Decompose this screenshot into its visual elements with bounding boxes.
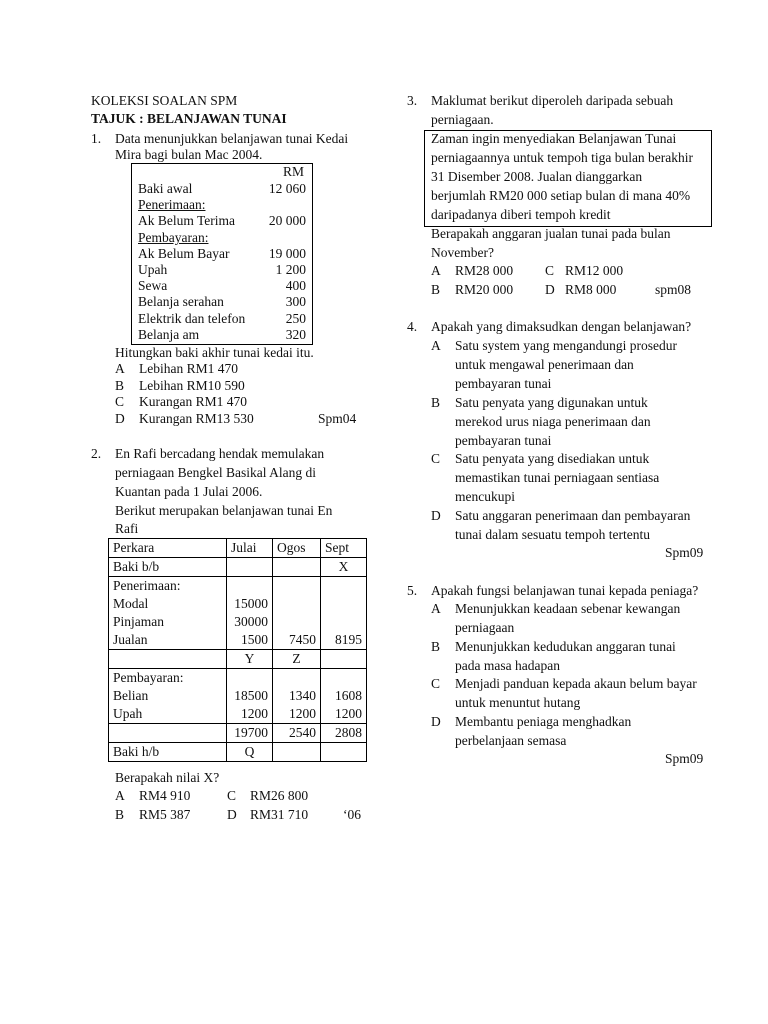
q3-box-line: daripadanya diberi tempoh kredit xyxy=(431,207,611,222)
q1-option-letter: A xyxy=(115,361,125,376)
q1-section-penerimaan: Penerimaan: xyxy=(138,197,206,212)
table-cell: Jualan xyxy=(109,631,227,650)
q4-option-line: Satu anggaran penerimaan dan pembayaran xyxy=(455,508,691,523)
table-cell: 30000 xyxy=(227,613,273,631)
q1-row-value: 19 000 xyxy=(268,246,306,261)
q5-option-line: Menjadi panduan kepada akaun belum bayar xyxy=(455,676,697,691)
q3-box-line: Zaman ingin menyediakan Belanjawan Tunai xyxy=(431,131,677,146)
table-cell: 1200 xyxy=(273,705,321,724)
q4-option-line: mencukupi xyxy=(455,489,515,504)
q4-option-letter: D xyxy=(431,508,441,523)
q2-stem-line: Rafi xyxy=(115,521,139,536)
q3-option-text: RM28 000 xyxy=(455,263,514,278)
table-cell: Z xyxy=(273,650,321,669)
table-cell xyxy=(273,595,321,613)
table-cell: Penerimaan: xyxy=(109,577,227,596)
q4-option-line: tunai dalam sesuatu tempoh tertentu xyxy=(455,527,650,542)
q2-option-text: RM26 800 xyxy=(250,788,309,803)
q5-option-letter: C xyxy=(431,676,441,691)
q5-option-line: Membantu peniaga menghadkan xyxy=(455,714,632,729)
q1-option-text: Lebihan RM10 590 xyxy=(139,378,245,393)
table-row xyxy=(109,705,367,724)
table-cell: 1200 xyxy=(227,705,273,724)
q5-option-line: untuk menuntut hutang xyxy=(455,695,581,710)
q5-option-line: perbelanjaan semasa xyxy=(455,733,567,748)
q4-option-line: merekod urus niaga penerimaan dan xyxy=(455,414,651,429)
table-cell xyxy=(321,650,367,669)
table-cell xyxy=(321,577,367,596)
table-row xyxy=(109,669,367,688)
q4-option-line: pembayaran tunai xyxy=(455,376,552,391)
q1-row-label: Upah xyxy=(138,262,168,277)
q3-option-letter: A xyxy=(431,263,441,278)
table-cell xyxy=(227,558,273,577)
q5-option-line: Menunjukkan keadaan sebenar kewangan xyxy=(455,601,681,616)
q2-option-letter: A xyxy=(115,788,125,803)
q2-option-letter: C xyxy=(227,788,237,803)
table-cell: Upah xyxy=(109,705,227,724)
q4-source: Spm09 xyxy=(665,545,704,560)
q3-option-letter: D xyxy=(545,282,555,297)
q4-option-line: pembayaran tunai xyxy=(455,433,552,448)
q5-option-letter: D xyxy=(431,714,441,729)
q1-row-label: Elektrik dan telefon xyxy=(138,311,246,326)
q1-row-value: 320 xyxy=(285,327,306,342)
table-cell: 1500 xyxy=(227,631,273,650)
q4-stem: Apakah yang dimaksudkan dengan belanjawan? xyxy=(431,319,692,334)
q4-option-letter: A xyxy=(431,338,441,353)
table-cell: Baki b/b xyxy=(109,558,227,577)
table-cell: 1200 xyxy=(321,705,367,724)
q2-stem-line: En Rafi bercadang hendak memulakan xyxy=(115,446,325,461)
q1-number: 1. xyxy=(91,131,102,146)
table-cell: Baki h/b xyxy=(109,743,227,762)
q3-box-line: perniagaannya untuk tempoh tiga bulan berakhir xyxy=(431,150,694,165)
q1-question: Hitungkan baki akhir tunai kedai itu. xyxy=(115,345,314,360)
table-row xyxy=(109,631,367,650)
table-cell: 19700 xyxy=(227,724,273,743)
q3-option-text: RM20 000 xyxy=(455,282,514,297)
table-cell xyxy=(321,595,367,613)
q2-source: ‘06 xyxy=(343,807,361,822)
header-title: KOLEKSI SOALAN SPM xyxy=(91,93,238,108)
q1-row-value: 300 xyxy=(285,294,306,309)
table-cell xyxy=(273,613,321,631)
q1-row-label: Sewa xyxy=(138,278,168,293)
q1-option-text: Lebihan RM1 470 xyxy=(139,361,238,376)
q3-question-line1: Berapakah anggaran jualan tunai pada bulan xyxy=(431,226,671,241)
q3-option-letter: B xyxy=(431,282,441,297)
table-row xyxy=(109,743,367,762)
q2-stem-line: Berikut merupakan belanjawan tunai En xyxy=(115,503,333,518)
q2-option-letter: B xyxy=(115,807,125,822)
table-header-cell: Perkara xyxy=(109,539,227,558)
q2-budget-table xyxy=(108,538,367,762)
q3-source: spm08 xyxy=(655,282,692,297)
q4-option-line: Satu system yang mengandungi prosedur xyxy=(455,338,677,353)
q3-number: 3. xyxy=(407,93,418,108)
q5-option-line: pada masa hadapan xyxy=(455,658,560,673)
table-header-row xyxy=(109,539,367,558)
table-cell: Belian xyxy=(109,687,227,705)
q4-option-line: untuk mengawal penerimaan dan xyxy=(455,357,634,372)
q1-option-letter: D xyxy=(115,411,125,426)
q1-row-value: 400 xyxy=(285,278,306,293)
q1-option-text: Kurangan RM13 530 xyxy=(139,411,254,426)
table-header-cell: Ogos xyxy=(273,539,321,558)
q1-source: Spm04 xyxy=(318,411,357,426)
q1-row-label: Ak Belum Bayar xyxy=(138,246,230,261)
table-cell: 18500 xyxy=(227,687,273,705)
q5-source: Spm09 xyxy=(665,751,704,766)
table-cell: Pembayaran: xyxy=(109,669,227,688)
table-row xyxy=(109,595,367,613)
q4-number: 4. xyxy=(407,319,418,334)
q5-stem: Apakah fungsi belanjawan tunai kepada peniaga? xyxy=(431,583,699,598)
table-cell: 1340 xyxy=(273,687,321,705)
table-cell: 2808 xyxy=(321,724,367,743)
q2-option-text: RM31 710 xyxy=(250,807,309,822)
q1-row-value: 1 200 xyxy=(275,262,306,277)
table-cell xyxy=(109,650,227,669)
q2-number: 2. xyxy=(91,446,102,461)
q5-option-line: Menunjukkan kedudukan anggaran tunai xyxy=(455,639,676,654)
table-cell: Y xyxy=(227,650,273,669)
table-cell: 15000 xyxy=(227,595,273,613)
table-cell xyxy=(273,558,321,577)
table-cell: 2540 xyxy=(273,724,321,743)
table-cell: Pinjaman xyxy=(109,613,227,631)
table-cell: Q xyxy=(227,743,273,762)
q2-stem-line: Kuantan pada 1 Julai 2006. xyxy=(115,484,263,499)
q5-number: 5. xyxy=(407,583,418,598)
table-cell xyxy=(109,724,227,743)
table-cell: 1608 xyxy=(321,687,367,705)
q1-option-letter: B xyxy=(115,378,125,393)
table-cell xyxy=(273,577,321,596)
table-row xyxy=(109,558,367,577)
table-row xyxy=(109,650,367,669)
table-cell xyxy=(227,577,273,596)
table-cell xyxy=(273,743,321,762)
table-cell xyxy=(321,743,367,762)
table-row xyxy=(109,724,367,743)
q4-option-line: memastikan tunai perniagaan sentiasa xyxy=(455,470,660,485)
q3-box-line: berjumlah RM20 000 setiap bulan di mana 40% xyxy=(431,188,691,203)
table-cell xyxy=(321,613,367,631)
q1-section-pembayaran: Pembayaran: xyxy=(138,230,209,245)
q5-option-letter: B xyxy=(431,639,441,654)
header-topic: TAJUK : BELANJAWAN TUNAI xyxy=(91,111,287,126)
q4-option-line: Satu penyata yang digunakan untuk xyxy=(455,395,648,410)
q1-row-value: 12 060 xyxy=(268,181,306,196)
q4-option-letter: B xyxy=(431,395,441,410)
q1-row-label: Belanja am xyxy=(138,327,200,342)
table-cell: 7450 xyxy=(273,631,321,650)
q1-row-label: Ak Belum Terima xyxy=(138,213,236,228)
table-cell xyxy=(227,669,273,688)
table-cell xyxy=(321,669,367,688)
q1-option-letter: C xyxy=(115,394,125,409)
q3-option-text: RM12 000 xyxy=(565,263,624,278)
q1-row-label: Baki awal xyxy=(138,181,193,196)
q2-question: Berapakah nilai X? xyxy=(115,770,220,785)
table-cell: Modal xyxy=(109,595,227,613)
table-row xyxy=(109,613,367,631)
table-cell xyxy=(273,669,321,688)
table-header-cell: Sept xyxy=(321,539,367,558)
q3-stem-line2: perniagaan. xyxy=(431,112,494,127)
table-row xyxy=(109,687,367,705)
q1-row-value: 20 000 xyxy=(268,213,306,228)
q1-row-label: Belanja serahan xyxy=(138,294,224,309)
q4-option-line: Satu penyata yang disediakan untuk xyxy=(455,451,650,466)
table-row xyxy=(109,577,367,596)
q1-currency-label: RM xyxy=(283,164,305,179)
q5-option-line: perniagaan xyxy=(455,620,515,635)
table-cell: X xyxy=(321,558,367,577)
q3-box-line: 31 Disember 2008. Jualan dianggarkan xyxy=(431,169,643,184)
q4-option-letter: C xyxy=(431,451,441,466)
q3-stem-line1: Maklumat berikut diperoleh daripada sebuah xyxy=(431,93,674,108)
table-header-cell: Julai xyxy=(227,539,273,558)
q3-option-text: RM8 000 xyxy=(565,282,617,297)
q1-row-value: 250 xyxy=(285,311,306,326)
q1-stem-line2: Mira bagi bulan Mac 2004. xyxy=(115,147,263,162)
q1-option-text: Kurangan RM1 470 xyxy=(139,394,247,409)
table-cell: 8195 xyxy=(321,631,367,650)
q2-option-letter: D xyxy=(227,807,237,822)
q2-stem-line: perniagaan Bengkel Basikal Alang di xyxy=(115,465,316,480)
q3-option-letter: C xyxy=(545,263,555,278)
q3-question-line2: November? xyxy=(431,245,494,260)
q1-stem-line1: Data menunjukkan belanjawan tunai Kedai xyxy=(115,131,349,146)
q2-option-text: RM5 387 xyxy=(139,807,191,822)
q5-option-letter: A xyxy=(431,601,441,616)
q2-option-text: RM4 910 xyxy=(139,788,191,803)
